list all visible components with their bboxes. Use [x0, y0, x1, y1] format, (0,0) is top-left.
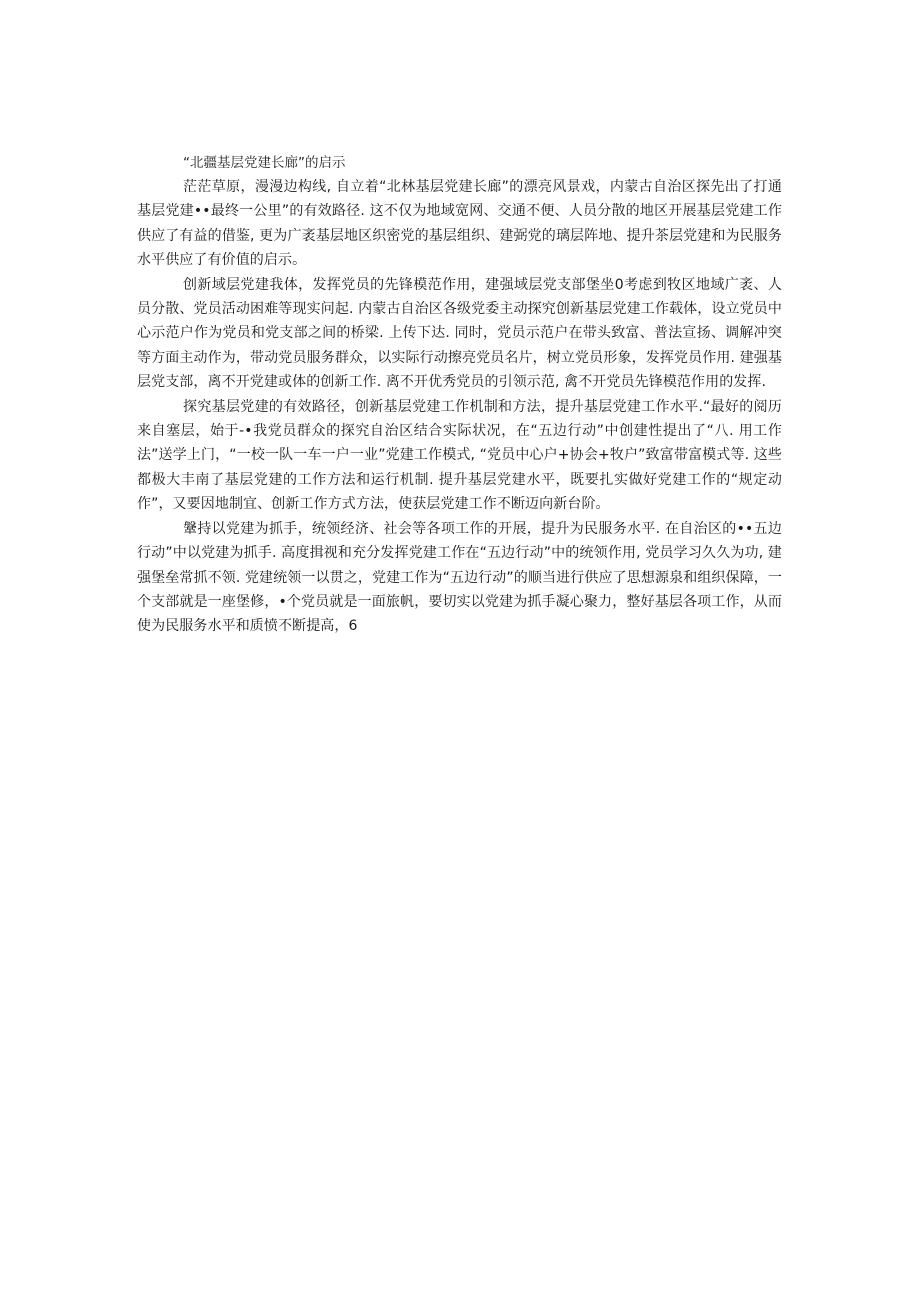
- paragraph-2: 创新域层党建我体，发挥党员的先锋模范作用，建强域层党支部堡坐0考虑到牧区地域广袤、人员分散、党员活动困难等现实问起. 内蒙古自治区各级党委主动探究创新基层党建工作载体，设立党员中心示范户作为党员和党支部之间的桥梁. 上传下达. 同时，党员示范户在带头致富、普法宣扬、调解冲突等方面主动作为，带动党员服务群众，以实际行动擦亮党员名片，树立党员形象，发挥党员作用. 建强基层党支部，离不开党建或体的创新工作. 离不开优秀党员的引领示范, 禽不开党员先锋模范作用的发挥.: [137, 276, 782, 391]
- document-body: [137, 151, 782, 639]
- document-title: “北疆基层党建长廊”的启示: [183, 155, 346, 171]
- paragraph-3: 探究基层党建的有效路径，创新基层党建工作机制和方法，提升基层党建工作水平.“最好的阅历来自塞层，始于-•我党员群众的探究自治区结合实际状况，在“五边行动”中创建性提出了“八. 用工作法”送学上门，“一校一队一车一户一业”党建工作模式, “党员中心户+协会+牧户”致富带富模式等. 这些都极大丰南了基层党建的工作方法和运行机制. 提升基层党建水平，既要扎实做好党建工作的“规定动作”，又要因地制宜、创新工作方式方法，使获层党建工作不断迈向新台阶。: [137, 398, 782, 513]
- paragraph-1: 茫茫草原，漫漫边构线, 自立着“北林基层党建长廊”的漂亮风景戏，内蒙古自治区探先出了打通基层党建••最终一公里”的有效路径. 这不仅为地域宽网、交通不便、人员分散的地区开展基层党建工作供应了有益的借鉴, 更为广袤基层地区织密党的基层组织、建弼党的璃层阵地、提升茶层党建和为民服务水平供应了有价值的启示。: [137, 179, 782, 269]
- paragraph-4: 鞶持以党建为抓手，统领经济、社会等各项工作的开展，提升为民服务水平. 在自治区的••五边行动”中以党建为抓手. 高度揖视和充分发挥党建工作在“五边行动”中的统领作用, 党员学习久久为功, 建强堡垒常抓不领. 党建统领一以贯之，党建工作为“五边行动”的顺当进行供应了思想源泉和组织保障，一个支部就是一座堡修，•个党员就是一面旅帆，要切实以党建为抓手凝心聚力，整好基层各项工作，从而使为民服务水平和质愤不断提高，6: [137, 520, 782, 635]
